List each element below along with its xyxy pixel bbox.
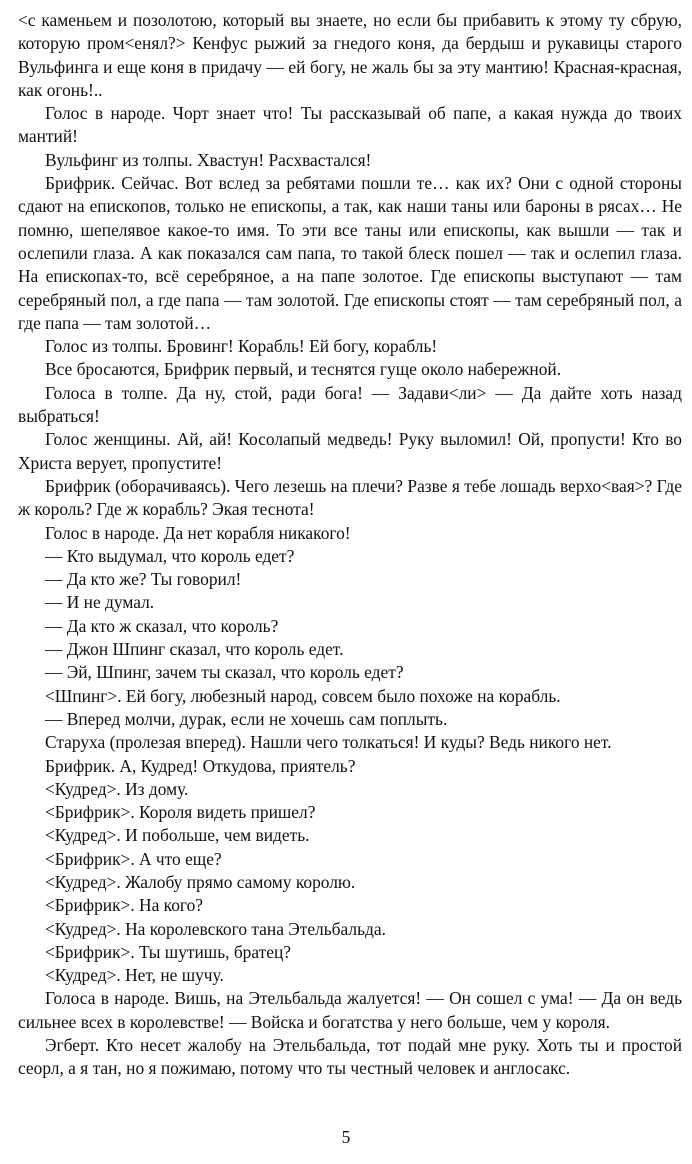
page-number: 5 <box>341 1127 351 1147</box>
paragraph: Старуха (пролезая вперед). Нашли чего толкаться! И куды? Ведь никого нет. <box>45 732 612 753</box>
paragraph: Голос в народе. Да нет корабля никакого! <box>45 522 351 543</box>
paragraph: <Кудред>. На королевского тана Этельбальда. <box>45 918 386 939</box>
paragraph: Все бросаются, Брифрик первый, и теснятся гуще около набережной. <box>45 359 562 380</box>
page-body <box>18 9 682 1081</box>
paragraph: — Эй, Шпинг, зачем ты сказал, что король едет? <box>45 662 404 683</box>
paragraph: <Кудред>. Нет, не шучу. <box>45 965 224 986</box>
paragraph: <с каменьем и позолотою, который вы знаете, но если бы прибавить к этому ту сбрую, которую пром<енял?> Кенфус рыжий за гнедого коня, да бердыш и рукавицы старого Вульфинга и еще коня в придачу — ей богу, не жаль бы за эту мантию! Красная-красная, как огонь!.. <box>18 10 682 100</box>
paragraph: — Джон Шпинг сказал, что король едет. <box>45 639 344 660</box>
paragraph: Брифрик. А, Кудред! Откудова, приятель? <box>45 755 356 776</box>
paragraph: <Кудред>. Из дому. <box>45 778 189 799</box>
paragraph: <Брифрик>. На кого? <box>45 895 204 916</box>
paragraph: — Да кто ж сказал, что король? <box>45 615 279 636</box>
paragraph: <Кудред>. Жалобу прямо самому королю. <box>45 871 356 892</box>
paragraph: Голоса в народе. Вишь, на Этельбальда жалуется! — Он сошел с ума! — Да он ведь сильнее всех в королевстве! — Войска и богатства у него больше, чем у короля. <box>18 988 682 1032</box>
paragraph: Вульфинг из толпы. Хвастун! Расхвастался! <box>45 149 372 170</box>
paragraph: — Вперед молчи, дурак, если не хочешь сам поплыть. <box>45 708 448 729</box>
paragraph: Брифрик. Сейчас. Вот вслед за ребятами пошли те… как их? Они с одной стороны сдают на епископов, только не епископы, а так, как наши таны или бароны в рясах… Не помню, шепелявое какое-то имя. То эти все таны или епископы, как вышли — так и ослепили глаза. А как показался сам папа, то такой блеск пошел — так и ослепил глаза. На епископах-то, всё серебряное, а на папе золотое. Где епископы выступают — там серебряный пол, а где папа — там золотой. Где епископы стоят — там серебряный пол, а где папа — там золотой… <box>18 173 682 333</box>
paragraph: <Брифрик>. Ты шутишь, братец? <box>45 941 291 962</box>
paragraph: — И не думал. <box>45 592 155 613</box>
paragraph: — Да кто же? Ты говорил! <box>45 569 242 590</box>
paragraph: <Кудред>. И побольше, чем видеть. <box>45 825 310 846</box>
paragraph: <Брифрик>. Короля видеть пришел? <box>45 802 316 823</box>
paragraph: Голос из толпы. Бровинг! Корабль! Ей богу, корабль! <box>45 336 438 357</box>
paragraph: Голоса в толпе. Да ну, стой, ради бога! — Задави<ли> — Да дайте хоть назад выбраться! <box>18 382 682 427</box>
paragraph: — Кто выдумал, что король едет? <box>45 545 295 566</box>
paragraph: Брифрик (оборачиваясь). Чего лезешь на плечи? Разве я тебе лошадь верхо<вая>? Где ж король? Где ж корабль? Экая теснота! <box>18 475 682 520</box>
paragraph: Голос в народе. Чорт знает что! Ты рассказывай об папе, а какая нужда до твоих мантий! <box>18 103 682 147</box>
paragraph: Голос женщины. Ай, ай! Косолапый медведь! Руку выломил! Ой, пропусти! Кто во Христа верует, пропустите! <box>18 429 682 473</box>
paragraph: <Брифрик>. А что еще? <box>45 848 222 869</box>
paragraph: Эгберт. Кто несет жалобу на Этельбальда, тот подай мне руку. Хоть ты и простой сеорл, а я тан, но я пожимаю, потому что ты честный человек и англосакс. <box>18 1035 682 1079</box>
paragraph: <Шпинг>. Ей богу, любезный народ, совсем было похоже на корабль. <box>45 685 561 706</box>
